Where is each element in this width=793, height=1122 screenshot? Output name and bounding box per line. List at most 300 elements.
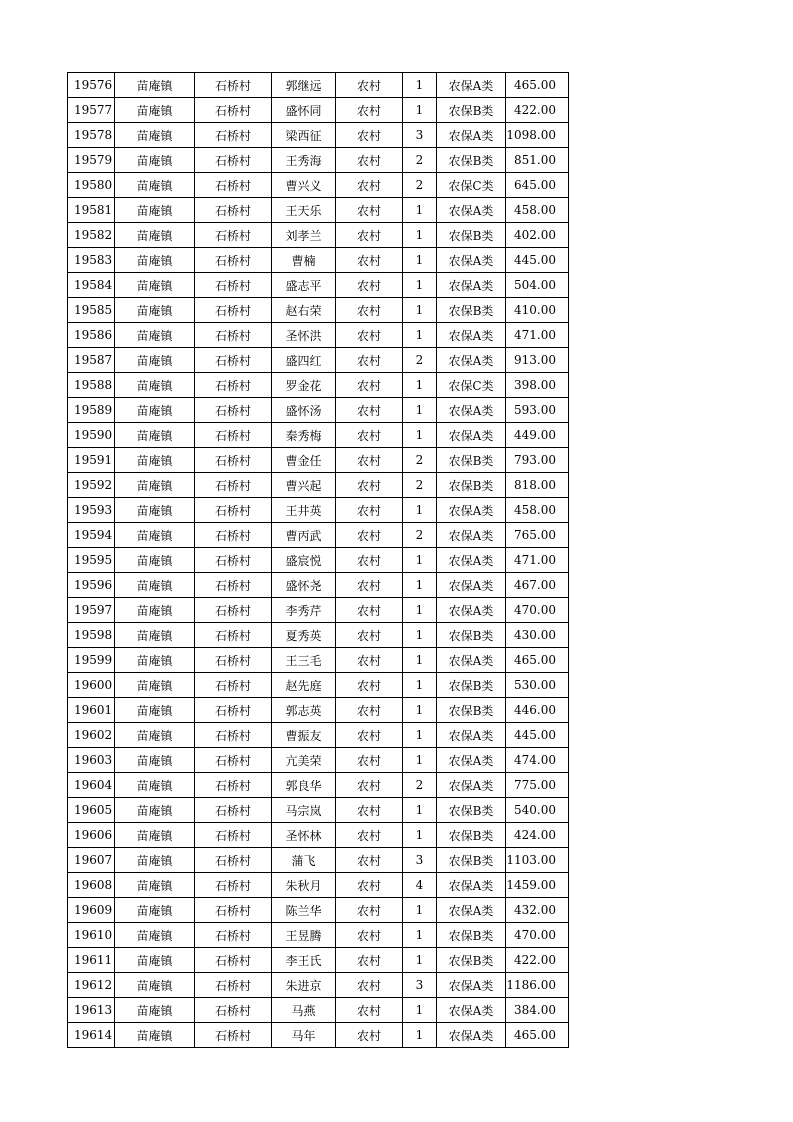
count-cell: 2: [403, 523, 437, 548]
category-cell: 农保A类: [437, 548, 506, 573]
town-cell: 苗庵镇: [115, 698, 195, 723]
type-cell: 农村: [336, 973, 403, 998]
type-cell: 农村: [336, 773, 403, 798]
record-id-cell: 19605: [68, 798, 115, 823]
town-cell: 苗庵镇: [115, 298, 195, 323]
count-cell: 1: [403, 548, 437, 573]
table-row: [68, 123, 569, 148]
record-id-cell: 19604: [68, 773, 115, 798]
amount-cell: 458.00: [506, 498, 569, 523]
record-id-cell: 19591: [68, 448, 115, 473]
name-cell: 盛怀尧: [272, 573, 336, 598]
town-cell: 苗庵镇: [115, 948, 195, 973]
name-cell: 马年: [272, 1023, 336, 1048]
type-cell: 农村: [336, 73, 403, 98]
name-cell: 郭良华: [272, 773, 336, 798]
table-row: [68, 223, 569, 248]
count-cell: 1: [403, 223, 437, 248]
category-cell: 农保A类: [437, 973, 506, 998]
amount-cell: 384.00: [506, 998, 569, 1023]
amount-cell: 446.00: [506, 698, 569, 723]
name-cell: 李王氏: [272, 948, 336, 973]
town-cell: 苗庵镇: [115, 598, 195, 623]
record-id-cell: 19596: [68, 573, 115, 598]
amount-cell: 449.00: [506, 423, 569, 448]
town-cell: 苗庵镇: [115, 798, 195, 823]
village-cell: 石桥村: [195, 373, 272, 398]
name-cell: 郭继远: [272, 73, 336, 98]
category-cell: 农保C类: [437, 373, 506, 398]
table-row: [68, 923, 569, 948]
record-id-cell: 19607: [68, 848, 115, 873]
count-cell: 1: [403, 823, 437, 848]
table-row: [68, 898, 569, 923]
name-cell: 朱进京: [272, 973, 336, 998]
count-cell: 1: [403, 648, 437, 673]
type-cell: 农村: [336, 273, 403, 298]
table-row: [68, 623, 569, 648]
category-cell: 农保A类: [437, 123, 506, 148]
table-row: [68, 773, 569, 798]
record-id-cell: 19600: [68, 673, 115, 698]
town-cell: 苗庵镇: [115, 248, 195, 273]
record-id-cell: 19581: [68, 198, 115, 223]
record-id-cell: 19611: [68, 948, 115, 973]
record-id-cell: 19610: [68, 923, 115, 948]
amount-cell: 1186.00: [506, 973, 569, 998]
amount-cell: 398.00: [506, 373, 569, 398]
type-cell: 农村: [336, 923, 403, 948]
count-cell: 2: [403, 773, 437, 798]
category-cell: 农保B类: [437, 673, 506, 698]
amount-cell: 471.00: [506, 323, 569, 348]
category-cell: 农保A类: [437, 248, 506, 273]
village-cell: 石桥村: [195, 673, 272, 698]
table-row: [68, 198, 569, 223]
table-row: [68, 398, 569, 423]
count-cell: 2: [403, 348, 437, 373]
amount-cell: 422.00: [506, 98, 569, 123]
category-cell: 农保B类: [437, 798, 506, 823]
type-cell: 农村: [336, 623, 403, 648]
town-cell: 苗庵镇: [115, 573, 195, 598]
record-id-cell: 19582: [68, 223, 115, 248]
table-row: [68, 348, 569, 373]
village-cell: 石桥村: [195, 198, 272, 223]
amount-cell: 540.00: [506, 798, 569, 823]
count-cell: 1: [403, 198, 437, 223]
table-row: [68, 523, 569, 548]
record-id-cell: 19597: [68, 598, 115, 623]
count-cell: 1: [403, 98, 437, 123]
type-cell: 农村: [336, 698, 403, 723]
village-cell: 石桥村: [195, 748, 272, 773]
village-cell: 石桥村: [195, 998, 272, 1023]
name-cell: 曹振友: [272, 723, 336, 748]
category-cell: 农保A类: [437, 873, 506, 898]
name-cell: 王三毛: [272, 648, 336, 673]
town-cell: 苗庵镇: [115, 1023, 195, 1048]
type-cell: 农村: [336, 148, 403, 173]
category-cell: 农保B类: [437, 448, 506, 473]
category-cell: 农保B类: [437, 623, 506, 648]
type-cell: 农村: [336, 248, 403, 273]
name-cell: 马燕: [272, 998, 336, 1023]
amount-cell: 474.00: [506, 748, 569, 773]
record-id-cell: 19584: [68, 273, 115, 298]
village-cell: 石桥村: [195, 598, 272, 623]
village-cell: 石桥村: [195, 248, 272, 273]
village-cell: 石桥村: [195, 898, 272, 923]
record-id-cell: 19595: [68, 548, 115, 573]
category-cell: 农保A类: [437, 648, 506, 673]
town-cell: 苗庵镇: [115, 773, 195, 798]
count-cell: 1: [403, 998, 437, 1023]
record-id-cell: 19598: [68, 623, 115, 648]
town-cell: 苗庵镇: [115, 648, 195, 673]
village-cell: 石桥村: [195, 523, 272, 548]
village-cell: 石桥村: [195, 123, 272, 148]
town-cell: 苗庵镇: [115, 848, 195, 873]
category-cell: 农保A类: [437, 398, 506, 423]
record-id-cell: 19606: [68, 823, 115, 848]
type-cell: 农村: [336, 398, 403, 423]
name-cell: 盛宸悦: [272, 548, 336, 573]
category-cell: 农保B类: [437, 223, 506, 248]
name-cell: 郭志英: [272, 698, 336, 723]
count-cell: 1: [403, 298, 437, 323]
village-cell: 石桥村: [195, 548, 272, 573]
name-cell: 朱秋月: [272, 873, 336, 898]
table-row: [68, 798, 569, 823]
type-cell: 农村: [336, 598, 403, 623]
record-id-cell: 19585: [68, 298, 115, 323]
category-cell: 农保A类: [437, 273, 506, 298]
type-cell: 农村: [336, 948, 403, 973]
name-cell: 刘孝兰: [272, 223, 336, 248]
name-cell: 秦秀梅: [272, 423, 336, 448]
count-cell: 1: [403, 398, 437, 423]
table-row: [68, 73, 569, 98]
count-cell: 1: [403, 798, 437, 823]
amount-cell: 530.00: [506, 673, 569, 698]
amount-cell: 445.00: [506, 723, 569, 748]
count-cell: 1: [403, 573, 437, 598]
table-row: [68, 298, 569, 323]
village-cell: 石桥村: [195, 98, 272, 123]
record-id-cell: 19580: [68, 173, 115, 198]
amount-cell: 445.00: [506, 248, 569, 273]
count-cell: 1: [403, 323, 437, 348]
table-row: [68, 823, 569, 848]
village-cell: 石桥村: [195, 273, 272, 298]
type-cell: 农村: [336, 748, 403, 773]
type-cell: 农村: [336, 348, 403, 373]
category-cell: 农保A类: [437, 898, 506, 923]
record-id-cell: 19593: [68, 498, 115, 523]
category-cell: 农保B类: [437, 823, 506, 848]
category-cell: 农保C类: [437, 173, 506, 198]
category-cell: 农保A类: [437, 323, 506, 348]
village-cell: 石桥村: [195, 698, 272, 723]
count-cell: 2: [403, 173, 437, 198]
type-cell: 农村: [336, 498, 403, 523]
town-cell: 苗庵镇: [115, 423, 195, 448]
name-cell: 夏秀英: [272, 623, 336, 648]
amount-cell: 465.00: [506, 73, 569, 98]
name-cell: 蒲飞: [272, 848, 336, 873]
category-cell: 农保A类: [437, 423, 506, 448]
town-cell: 苗庵镇: [115, 448, 195, 473]
village-cell: 石桥村: [195, 73, 272, 98]
village-cell: 石桥村: [195, 323, 272, 348]
type-cell: 农村: [336, 848, 403, 873]
name-cell: 盛怀汤: [272, 398, 336, 423]
town-cell: 苗庵镇: [115, 823, 195, 848]
name-cell: 罗金花: [272, 373, 336, 398]
table-row: [68, 248, 569, 273]
amount-cell: 422.00: [506, 948, 569, 973]
count-cell: 2: [403, 148, 437, 173]
table-row: [68, 423, 569, 448]
amount-cell: 424.00: [506, 823, 569, 848]
name-cell: 圣怀林: [272, 823, 336, 848]
table-row: [68, 98, 569, 123]
category-cell: 农保A类: [437, 748, 506, 773]
amount-cell: 765.00: [506, 523, 569, 548]
table-row: [68, 1023, 569, 1048]
category-cell: 农保A类: [437, 348, 506, 373]
table-row: [68, 948, 569, 973]
table-row: [68, 848, 569, 873]
record-id-cell: 19583: [68, 248, 115, 273]
type-cell: 农村: [336, 98, 403, 123]
town-cell: 苗庵镇: [115, 623, 195, 648]
amount-cell: 1459.00: [506, 873, 569, 898]
table-row: [68, 648, 569, 673]
table-row: [68, 473, 569, 498]
amount-cell: 793.00: [506, 448, 569, 473]
type-cell: 农村: [336, 123, 403, 148]
village-cell: 石桥村: [195, 948, 272, 973]
count-cell: 3: [403, 848, 437, 873]
town-cell: 苗庵镇: [115, 223, 195, 248]
amount-cell: 645.00: [506, 173, 569, 198]
count-cell: 1: [403, 73, 437, 98]
record-id-cell: 19579: [68, 148, 115, 173]
amount-cell: 465.00: [506, 648, 569, 673]
table-row: [68, 498, 569, 523]
name-cell: 赵先庭: [272, 673, 336, 698]
table-row: [68, 173, 569, 198]
type-cell: 农村: [336, 423, 403, 448]
town-cell: 苗庵镇: [115, 548, 195, 573]
type-cell: 农村: [336, 373, 403, 398]
type-cell: 农村: [336, 648, 403, 673]
record-id-cell: 19613: [68, 998, 115, 1023]
village-cell: 石桥村: [195, 723, 272, 748]
type-cell: 农村: [336, 173, 403, 198]
name-cell: 马宗岚: [272, 798, 336, 823]
name-cell: 曹兴义: [272, 173, 336, 198]
amount-cell: 775.00: [506, 773, 569, 798]
name-cell: 梁西征: [272, 123, 336, 148]
category-cell: 农保A类: [437, 723, 506, 748]
name-cell: 李秀芹: [272, 598, 336, 623]
type-cell: 农村: [336, 573, 403, 598]
record-id-cell: 19609: [68, 898, 115, 923]
count-cell: 1: [403, 723, 437, 748]
name-cell: 王天乐: [272, 198, 336, 223]
category-cell: 农保B类: [437, 948, 506, 973]
type-cell: 农村: [336, 998, 403, 1023]
category-cell: 农保A类: [437, 598, 506, 623]
record-id-cell: 19602: [68, 723, 115, 748]
table-body: [68, 73, 569, 1048]
category-cell: 农保A类: [437, 498, 506, 523]
name-cell: 王昱腾: [272, 923, 336, 948]
table-row: [68, 748, 569, 773]
amount-cell: 402.00: [506, 223, 569, 248]
village-cell: 石桥村: [195, 223, 272, 248]
record-id-cell: 19608: [68, 873, 115, 898]
town-cell: 苗庵镇: [115, 323, 195, 348]
count-cell: 1: [403, 698, 437, 723]
record-id-cell: 19578: [68, 123, 115, 148]
amount-cell: 913.00: [506, 348, 569, 373]
name-cell: 陈兰华: [272, 898, 336, 923]
village-cell: 石桥村: [195, 798, 272, 823]
town-cell: 苗庵镇: [115, 523, 195, 548]
count-cell: 1: [403, 1023, 437, 1048]
village-cell: 石桥村: [195, 923, 272, 948]
town-cell: 苗庵镇: [115, 373, 195, 398]
amount-cell: 432.00: [506, 898, 569, 923]
table-row: [68, 573, 569, 598]
category-cell: 农保A类: [437, 998, 506, 1023]
name-cell: 盛怀同: [272, 98, 336, 123]
town-cell: 苗庵镇: [115, 873, 195, 898]
town-cell: 苗庵镇: [115, 673, 195, 698]
village-cell: 石桥村: [195, 973, 272, 998]
record-id-cell: 19601: [68, 698, 115, 723]
amount-cell: 504.00: [506, 273, 569, 298]
table-row: [68, 448, 569, 473]
table-row: [68, 698, 569, 723]
village-cell: 石桥村: [195, 873, 272, 898]
count-cell: 1: [403, 598, 437, 623]
type-cell: 农村: [336, 1023, 403, 1048]
town-cell: 苗庵镇: [115, 498, 195, 523]
count-cell: 2: [403, 448, 437, 473]
village-cell: 石桥村: [195, 473, 272, 498]
category-cell: 农保B类: [437, 298, 506, 323]
town-cell: 苗庵镇: [115, 748, 195, 773]
record-id-cell: 19614: [68, 1023, 115, 1048]
village-cell: 石桥村: [195, 648, 272, 673]
table-row: [68, 273, 569, 298]
village-cell: 石桥村: [195, 573, 272, 598]
type-cell: 农村: [336, 723, 403, 748]
name-cell: 王井英: [272, 498, 336, 523]
amount-cell: 470.00: [506, 598, 569, 623]
village-cell: 石桥村: [195, 148, 272, 173]
count-cell: 1: [403, 948, 437, 973]
record-id-cell: 19590: [68, 423, 115, 448]
village-cell: 石桥村: [195, 773, 272, 798]
count-cell: 1: [403, 673, 437, 698]
village-cell: 石桥村: [195, 348, 272, 373]
count-cell: 1: [403, 273, 437, 298]
town-cell: 苗庵镇: [115, 73, 195, 98]
name-cell: 曹兴起: [272, 473, 336, 498]
amount-cell: 1103.00: [506, 848, 569, 873]
count-cell: 1: [403, 923, 437, 948]
amount-cell: 470.00: [506, 923, 569, 948]
name-cell: 盛志平: [272, 273, 336, 298]
table-row: [68, 148, 569, 173]
type-cell: 农村: [336, 198, 403, 223]
table-row: [68, 998, 569, 1023]
table-row: [68, 673, 569, 698]
table-row: [68, 323, 569, 348]
category-cell: 农保B类: [437, 923, 506, 948]
town-cell: 苗庵镇: [115, 473, 195, 498]
category-cell: 农保A类: [437, 523, 506, 548]
type-cell: 农村: [336, 548, 403, 573]
record-id-cell: 19603: [68, 748, 115, 773]
table-row: [68, 873, 569, 898]
amount-cell: 430.00: [506, 623, 569, 648]
category-cell: 农保B类: [437, 473, 506, 498]
category-cell: 农保A类: [437, 73, 506, 98]
record-id-cell: 19587: [68, 348, 115, 373]
type-cell: 农村: [336, 448, 403, 473]
category-cell: 农保A类: [437, 773, 506, 798]
category-cell: 农保B类: [437, 98, 506, 123]
name-cell: 圣怀洪: [272, 323, 336, 348]
village-cell: 石桥村: [195, 398, 272, 423]
village-cell: 石桥村: [195, 823, 272, 848]
record-id-cell: 19577: [68, 98, 115, 123]
name-cell: 曹金任: [272, 448, 336, 473]
town-cell: 苗庵镇: [115, 123, 195, 148]
town-cell: 苗庵镇: [115, 98, 195, 123]
record-id-cell: 19586: [68, 323, 115, 348]
town-cell: 苗庵镇: [115, 973, 195, 998]
name-cell: 曹丙武: [272, 523, 336, 548]
village-cell: 石桥村: [195, 1023, 272, 1048]
type-cell: 农村: [336, 823, 403, 848]
amount-cell: 467.00: [506, 573, 569, 598]
amount-cell: 818.00: [506, 473, 569, 498]
type-cell: 农村: [336, 673, 403, 698]
town-cell: 苗庵镇: [115, 273, 195, 298]
category-cell: 农保B类: [437, 148, 506, 173]
category-cell: 农保B类: [437, 848, 506, 873]
village-cell: 石桥村: [195, 298, 272, 323]
count-cell: 1: [403, 423, 437, 448]
name-cell: 盛四红: [272, 348, 336, 373]
town-cell: 苗庵镇: [115, 723, 195, 748]
type-cell: 农村: [336, 523, 403, 548]
count-cell: 1: [403, 373, 437, 398]
town-cell: 苗庵镇: [115, 148, 195, 173]
village-cell: 石桥村: [195, 448, 272, 473]
village-cell: 石桥村: [195, 848, 272, 873]
town-cell: 苗庵镇: [115, 198, 195, 223]
record-id-cell: 19592: [68, 473, 115, 498]
